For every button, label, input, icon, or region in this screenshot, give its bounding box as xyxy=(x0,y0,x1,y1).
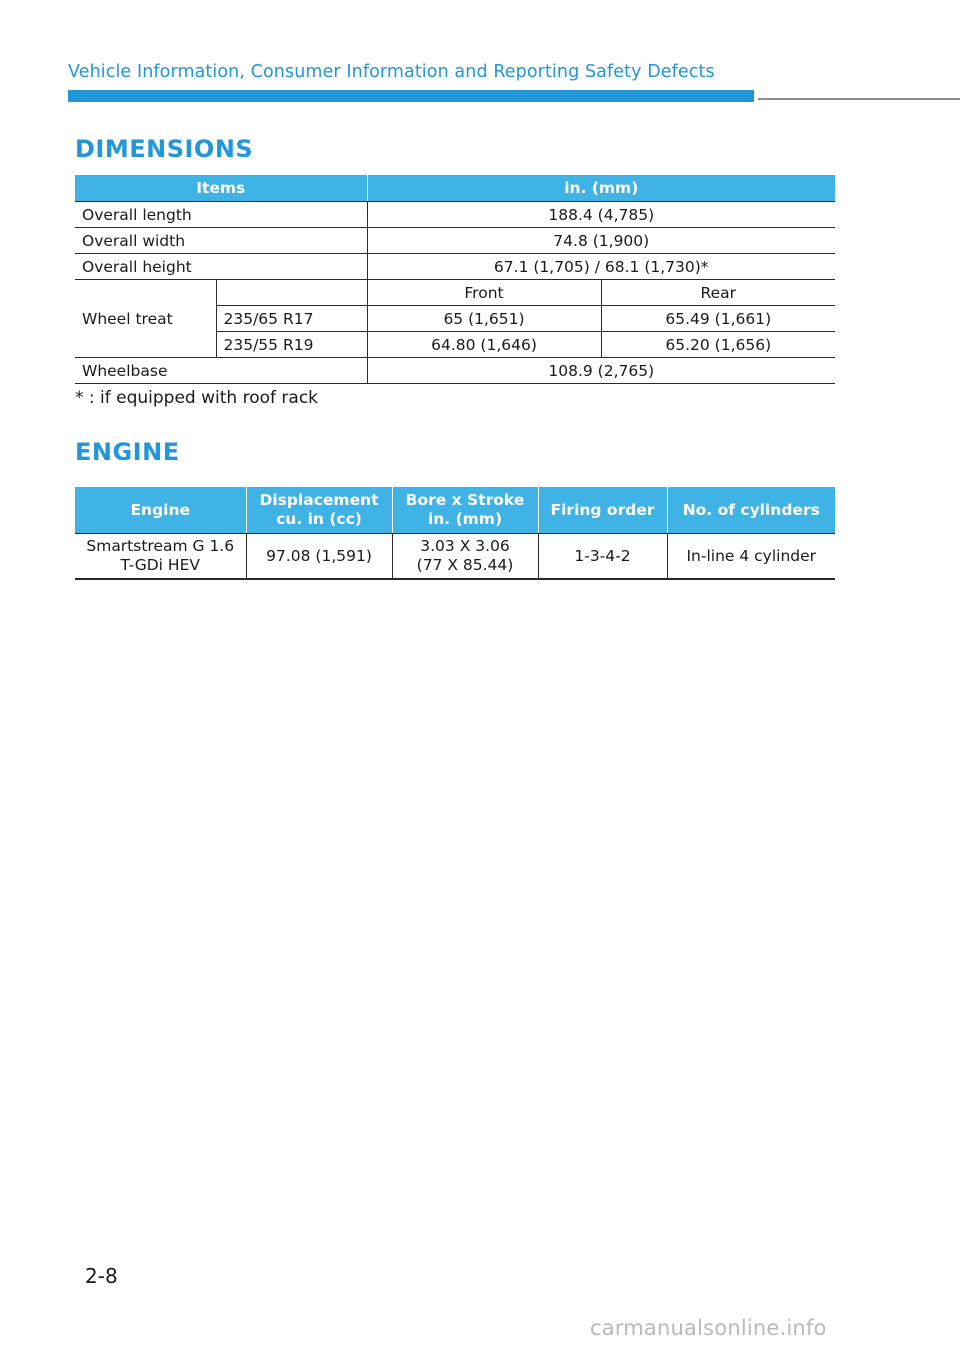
wheelbase-label: Wheelbase xyxy=(75,358,367,384)
overall-height-value: 67.1 (1,705) / 68.1 (1,730)* xyxy=(367,254,835,280)
bore-stroke-line1: 3.03 X 3.06 xyxy=(420,537,510,555)
wheelbase-value: 108.9 (2,765) xyxy=(367,358,835,384)
engine-header-row xyxy=(75,487,835,534)
front-tread-value: 64.80 (1,646) xyxy=(367,332,601,358)
table-row xyxy=(75,358,835,384)
col-unit: in. (mm) xyxy=(367,175,835,202)
overall-length-label: Overall length xyxy=(75,202,367,228)
engine-name-line1: Smartstream G 1.6 xyxy=(86,537,235,555)
tire-size: 235/65 R17 xyxy=(216,306,367,332)
engine-name xyxy=(75,534,246,580)
wheel-treat-front-header: Front xyxy=(367,280,601,306)
table-row xyxy=(75,254,835,280)
page-number: 2-8 xyxy=(85,1264,118,1288)
page-header-title: Vehicle Information, Consumer Information and Reporting Safety Defects xyxy=(68,62,715,82)
engine-name-line2: T-GDi HEV xyxy=(120,556,200,574)
overall-width-label: Overall width xyxy=(75,228,367,254)
tire-size: 235/55 R19 xyxy=(216,332,367,358)
dimensions-footnote: * : if equipped with roof rack xyxy=(75,388,319,408)
table-row xyxy=(75,202,835,228)
wheel-treat-rear-header: Rear xyxy=(601,280,835,306)
col-items: Items xyxy=(75,175,367,202)
dimensions-table xyxy=(75,175,835,384)
header-divider-line xyxy=(758,98,960,100)
col-displacement xyxy=(246,487,392,534)
col-cylinders: No. of cylinders xyxy=(667,487,835,534)
table-row xyxy=(75,280,835,306)
rear-tread-value: 65.20 (1,656) xyxy=(601,332,835,358)
engine-title: ENGINE xyxy=(75,438,180,466)
bore-stroke-line2: (77 X 85.44) xyxy=(416,556,514,574)
col-firing-order: Firing order xyxy=(538,487,667,534)
displacement-header-line2: cu. in (cc) xyxy=(276,510,362,528)
engine-cylinders: In-line 4 cylinder xyxy=(667,534,835,580)
table-row xyxy=(75,534,835,580)
engine-bore-stroke xyxy=(392,534,538,580)
bore-header-line2: in. (mm) xyxy=(427,510,503,528)
rear-tread-value: 65.49 (1,661) xyxy=(601,306,835,332)
col-engine: Engine xyxy=(75,487,246,534)
wheel-treat-label: Wheel treat xyxy=(75,280,216,358)
dimensions-header-row xyxy=(75,175,835,202)
bore-header-line1: Bore x Stroke xyxy=(405,491,525,509)
col-bore-stroke xyxy=(392,487,538,534)
wheel-treat-empty-cell xyxy=(216,280,367,306)
displacement-header-line1: Displacement xyxy=(259,491,379,509)
overall-length-value: 188.4 (4,785) xyxy=(367,202,835,228)
watermark: carmanualsonline.info xyxy=(590,1316,827,1340)
overall-height-label: Overall height xyxy=(75,254,367,280)
engine-displacement: 97.08 (1,591) xyxy=(246,534,392,580)
table-row xyxy=(75,228,835,254)
front-tread-value: 65 (1,651) xyxy=(367,306,601,332)
engine-table xyxy=(75,487,835,580)
engine-firing-order: 1-3-4-2 xyxy=(538,534,667,580)
header-accent-bar xyxy=(68,90,754,102)
overall-width-value: 74.8 (1,900) xyxy=(367,228,835,254)
dimensions-title: DIMENSIONS xyxy=(75,135,254,163)
